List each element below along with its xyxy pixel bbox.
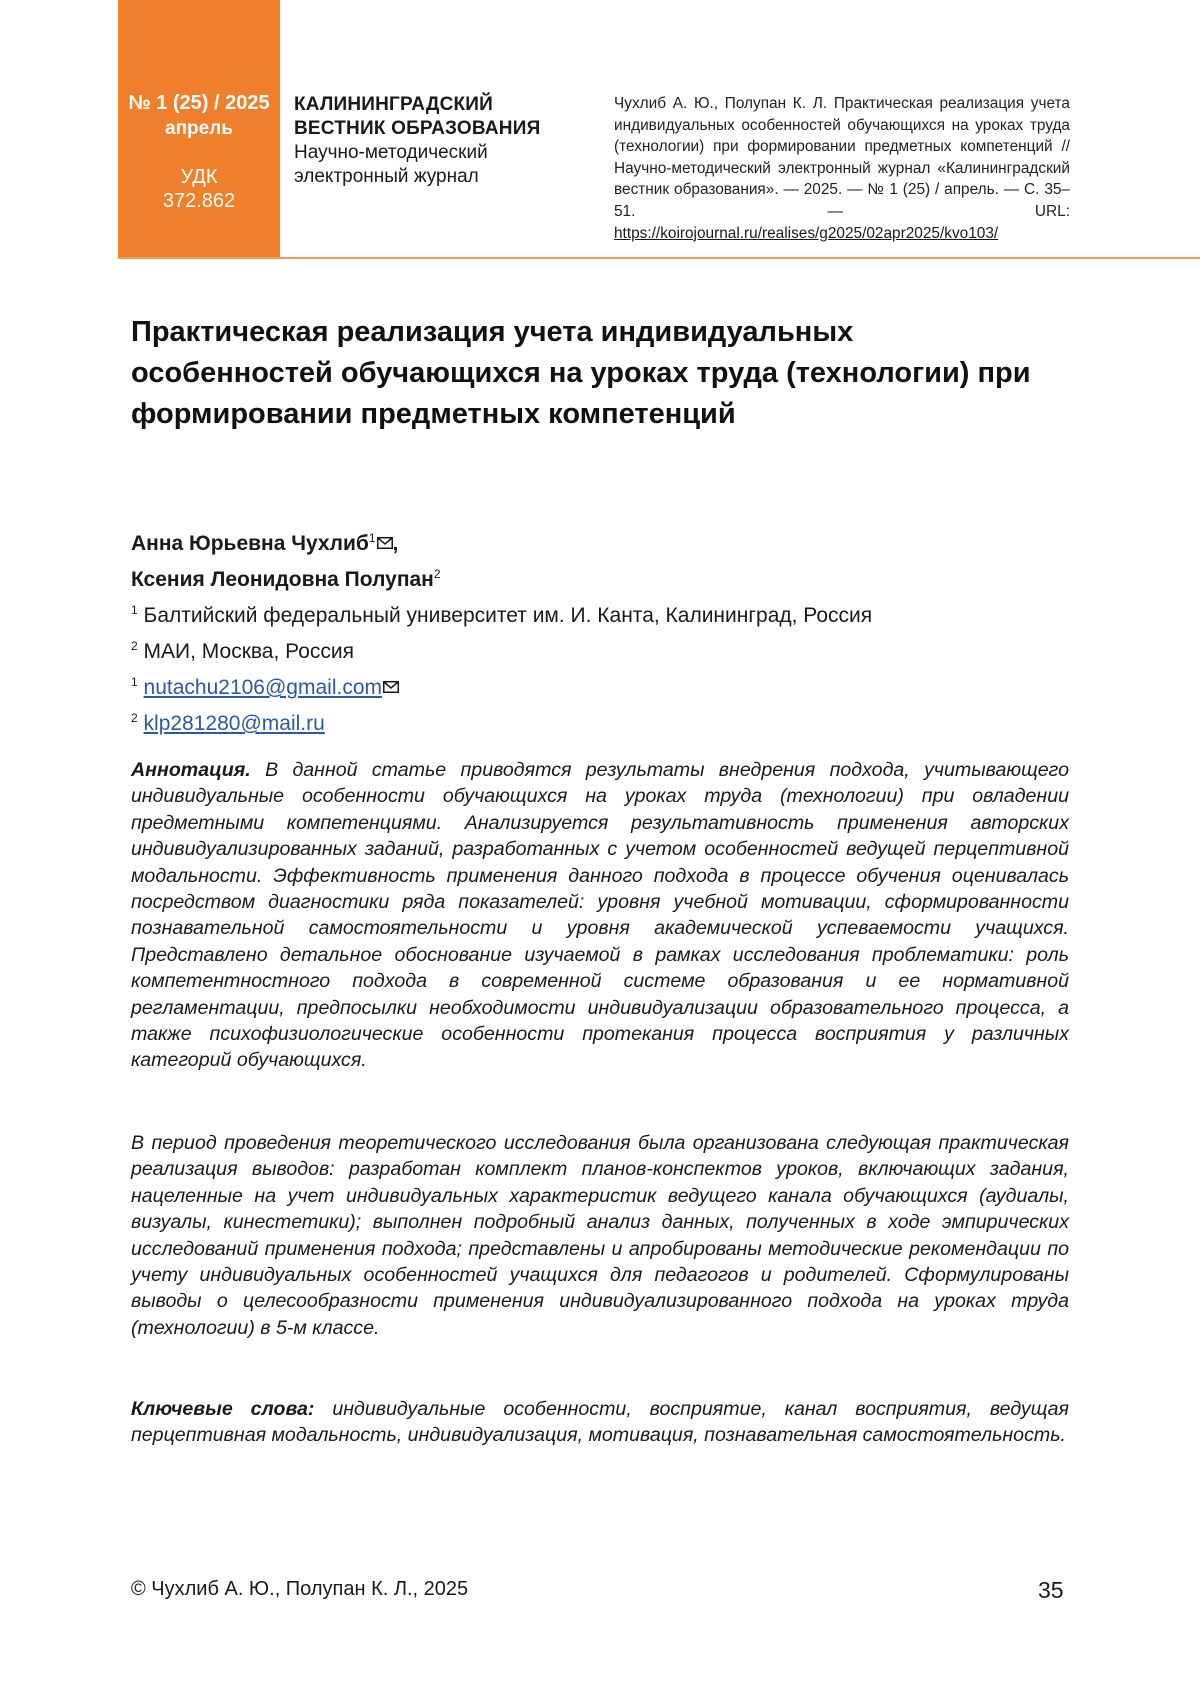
udk-label: УДК bbox=[180, 166, 218, 188]
keywords-paragraph bbox=[131, 1396, 1069, 1449]
keywords-label: Ключевые слова: bbox=[131, 1398, 315, 1420]
affiliation-text-2: МАИ, Москва, Россия bbox=[143, 640, 355, 663]
udk-code: 372.862 bbox=[162, 190, 236, 212]
envelope-icon bbox=[383, 681, 399, 693]
author-sup-1: 1 bbox=[368, 531, 376, 545]
journal-name-line2: ВЕСТНИК ОБРАЗОВАНИЯ bbox=[294, 118, 541, 139]
affiliation-sup-2: 2 bbox=[131, 639, 138, 653]
page-number: 35 bbox=[1038, 1577, 1064, 1603]
authors-block bbox=[131, 523, 1071, 739]
journal-name-line1: КАЛИНИНГРАДСКИЙ bbox=[294, 94, 494, 115]
journal-type-line2: электронный журнал bbox=[294, 166, 479, 187]
email-link-1[interactable]: nutachu2106@gmail.com bbox=[143, 676, 382, 699]
author-sup-2: 2 bbox=[433, 567, 441, 581]
affiliation-1 bbox=[131, 595, 1071, 631]
author-separator-comma: , bbox=[392, 532, 399, 555]
abstract-text-1: В данной статье приводятся результаты внедрения подхода, учитывающего индивидуальные особенности обучающихся на уроках труда (технологии) при овладении предметными компетенциями. Анализируется результативность применения авторских индивидуализированных заданий, разработанных с учетом особенностей ведущей перцептивной модальности. Эффективность применения данного подхода в процессе обучения оценивалась посредством диагностики ряда показателей: уровня учебной мотивации, сформированности познавательной самостоятельности и уровня академической успеваемости учащихся. Представлено детальное обоснование изучаемой в рамках исследования проблематики: роль компетентностного подхода в современной системе образования и ее нормативной регламентации, предпосылки необходимости индивидуализации образовательного процесса, а также психофизиологические особенности протекания процесса восприятия у различных категорий обучающихся. bbox=[131, 759, 1069, 1072]
affiliation-text-1: Балтийский федеральный университет им. И. Канта, Калининград, Россия bbox=[143, 604, 873, 627]
article-title: Практическая реализация учета индивидуальных особенностей обучающихся на уроках труда (технологии) при формировании предметных компетенций bbox=[131, 316, 1031, 430]
email-line-1 bbox=[131, 667, 1071, 703]
footer-copyright: © Чухлиб А. Ю., Полупан К. Л., 2025 bbox=[131, 1578, 469, 1600]
affiliation-sup-1: 1 bbox=[131, 603, 138, 617]
keywords-text: индивидуальные особенности, восприятие, канал восприятия, ведущая перцептивная модальность, индивидуализация, мотивация, познавательная самостоятельность. bbox=[131, 1398, 1069, 1447]
citation-url-link[interactable]: https://koirojournal.ru/realises/g2025/02apr2025/kvo103/ bbox=[614, 224, 999, 242]
author-name-1: Анна Юрьевна Чухлиб bbox=[131, 532, 369, 555]
header-divider bbox=[118, 257, 1200, 259]
issue-number: № 1 (25) / 2025 bbox=[128, 92, 270, 114]
email-sup-2: 2 bbox=[131, 711, 138, 725]
issue-month: апрель bbox=[165, 118, 233, 139]
author-line-2 bbox=[131, 559, 1071, 595]
abstract-paragraph-1 bbox=[131, 757, 1069, 1074]
email-line-2 bbox=[131, 703, 1071, 739]
issue-tab bbox=[118, 0, 280, 258]
abstract-paragraph-2: В период проведения теоретического исследования была организована следующая практическая реализация выводов: разработан комплект планов-конспектов уроков, включающих задания, нацеленные на учет индивидуальных характеристик ведущего канала обучающихся (аудиалы, визуалы, кинестетики); выполнен подробный анализ данных, полученных в ходе эмпирических исследований применения подхода; представлены и апробированы методические рекомендации по учету индивидуальных особенностей учащихся для педагогов и родителей. Сформулированы выводы о целесообразности применения индивидуализированного подхода на уроках труда (технологии) в 5-м классе. bbox=[131, 1132, 1069, 1339]
citation-block bbox=[614, 93, 1070, 244]
journal-block bbox=[294, 93, 579, 189]
envelope-icon bbox=[377, 537, 393, 549]
journal-type-line1: Научно-методический bbox=[294, 142, 488, 163]
author-line-1 bbox=[131, 523, 1071, 559]
abstract-label: Аннотация. bbox=[131, 759, 251, 781]
citation-text: Чухлиб А. Ю., Полупан К. Л. Практическая реализация учета индивидуальных особенностей обучающихся на уроках труда (технологии) при формировании предметных компетенций // Научно-методический электронный журнал «Калининградский вестник образования». — 2025. — № 1 (25) / апрель. — С. 35–51. — URL: bbox=[614, 95, 1070, 220]
email-link-2[interactable]: klp281280@mail.ru bbox=[143, 712, 325, 735]
email-sup-1: 1 bbox=[131, 675, 138, 689]
author-name-2: Ксения Леонидовна Полупан bbox=[131, 568, 434, 591]
affiliation-2 bbox=[131, 631, 1071, 667]
